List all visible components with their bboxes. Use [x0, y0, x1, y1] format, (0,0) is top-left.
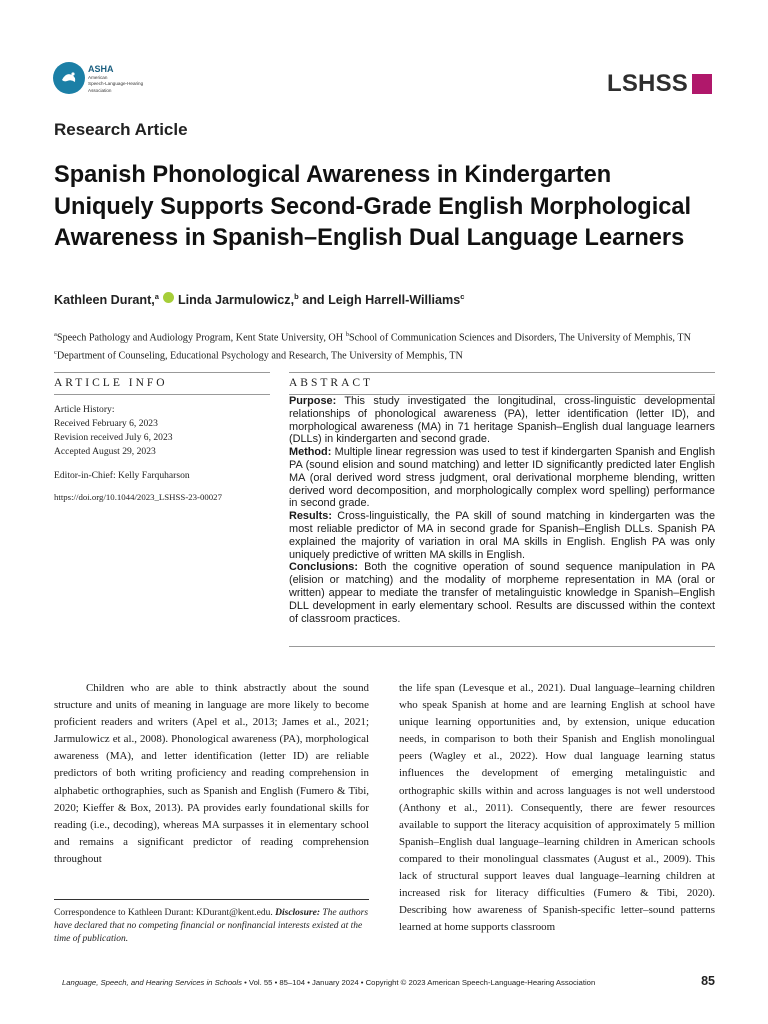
correspondence-note — [54, 907, 369, 947]
footer-sep: • — [274, 978, 278, 987]
author-list — [54, 292, 464, 307]
abstract-text: Multiple linear regression was used to test if kindergarten Spanish and English PA (sound elision and sound matching) and letter ID significantly predicted later English MA (oral derived word stress judgment, oral derivational morpheme blending, written derived word decomposition, and morphologically complex word spelling) performance in second grade. — [289, 446, 715, 510]
orcid-icon[interactable] — [163, 292, 174, 303]
affil-mark: b — [345, 331, 349, 338]
affiliation: School of Communication Sciences and Disorders, The University of Memphis, TN — [348, 332, 691, 344]
journal-abbrev: LSHSS — [606, 70, 688, 97]
disclosure-text: The authors have declared that no competing financial or nonfinancial interests existed at the time of publication. — [54, 908, 369, 945]
abstract-section — [289, 446, 715, 510]
accepted-date: Accepted August 29, 2023 — [54, 446, 156, 457]
affiliation: Department of Counseling, Educational Psychology and Research, The University of Memphis, TN — [56, 350, 463, 362]
disclosure-label: Disclosure: — [275, 908, 320, 918]
author-name: Linda Jarmulowicz, — [177, 293, 295, 308]
logo-sub-line: American — [88, 75, 108, 80]
body-right-column — [399, 680, 715, 936]
footer-pages: 85–104 — [279, 978, 306, 987]
logo-sub-line: Speech-Language-Hearing — [88, 81, 144, 87]
article-info-heading: ARTICLE INFO — [54, 377, 168, 389]
divider — [289, 646, 715, 647]
author-name: and Leigh Harrell-Williams — [302, 293, 461, 308]
footer-copyright: Copyright © 2023 American Speech-Language-Hearing Association — [365, 978, 596, 987]
correspondence-text: Correspondence to Kathleen Durant: KDurant@kent.edu. — [54, 908, 276, 918]
footer-sep: • — [307, 978, 310, 987]
revision-date: Revision received July 6, 2023 — [54, 432, 173, 443]
divider — [54, 394, 270, 395]
journal-square-icon — [692, 74, 712, 94]
footnote-divider — [54, 899, 369, 900]
affil-mark: c — [54, 349, 57, 357]
affil-mark: a — [54, 331, 57, 338]
affiliations — [54, 327, 714, 364]
body-left-column — [54, 680, 369, 868]
editor-in-chief: Editor-in-Chief: Kelly Farquharson — [54, 470, 190, 481]
footer-volume: Vol. 55 — [248, 978, 273, 987]
abstract-section — [289, 395, 715, 446]
logo-sub-line: Association — [88, 87, 112, 93]
page-footer — [62, 978, 595, 987]
abstract-label: Method: — [289, 446, 332, 459]
footer-journal: Language, Speech, and Hearing Services in Schools — [62, 978, 242, 987]
footer-date: January 2024 — [312, 978, 359, 987]
body-paragraph: Children who are able to think abstractly about the sound structure and units of meaning in language are more likely to become proficient readers and writers (Apel et al., 2013; James et al., 2021; Jarmulowicz et al., 2008). Phonological awareness (PA), morphological awareness (MA), and letter identification (letter ID) are reliable predictors of both writing proficiency and reading comprehension in alphabetic orthographies, such as Spanish and English (Fumero & Tibi, 2020; Kieffer & Box, 2013). PA provides early foundational skills for reading (i.e., decoding), whereas MA surpasses it in elementary school and remains a significant predictor of reading comprehension throughout — [54, 682, 369, 865]
article-title: Spanish Phonological Awareness in Kindergarten Uniquely Supports Second-Grade English Morphological Awareness in Spanish–English Dual Language Learners — [54, 162, 692, 251]
asha-logo — [88, 64, 143, 93]
divider — [54, 372, 270, 373]
abstract-section — [289, 561, 715, 625]
divider — [289, 372, 715, 373]
page-number: 85 — [701, 974, 715, 988]
abstract-label: Conclusions: — [289, 561, 358, 574]
article-type: Research Article — [54, 120, 188, 139]
asha-logo-mark — [58, 67, 80, 89]
affiliation: Speech Pathology and Audiology Program, Kent State University, OH — [56, 332, 346, 344]
author-affil-mark: a — [154, 292, 159, 301]
abstract-text: Both the cognitive operation of sound sequence manipulation in PA (elision or matching) and the modality of morpheme representation in MA (oral or written) appear to mediate the transfer of metalinguistic knowledge in Spanish–English DLL development in early elementary school. Results are discussed within the context of classroom practices. — [289, 561, 716, 625]
body-paragraph: the life span (Levesque et al., 2021). Dual language–learning children who speak Spanish at home and are learning English at school have unique learning opportunities and, by extension, unique education needs, in comparison to both their Spanish and English monolingual peers (Wagley et al., 2022). How dual language learning status influences the development of emerging metalinguistic and orthographic skills within and across languages is not well understood (Anthony et al., 2011). Consequently, there are fewer resources available to support the literacy acquisition of approximately 5 million Spanish–English dual language–learning children in American schools compared to their monolingual classmates (August et al., 2009). This lack of structural support leaves dual language–learning children at increased risk for literacy difficulties (Fumero & Tibi, 2020). Describing how awareness of Spanish-specific letter–sound patterns learned at home supports classroom — [399, 682, 715, 934]
doi-link[interactable]: https://doi.org/10.1044/2023_LSHSS-23-00027 — [54, 492, 222, 502]
logo-name: ASHA — [88, 64, 114, 74]
footer-sep: • — [360, 978, 364, 987]
abstract-heading: ABSTRACT — [289, 377, 374, 389]
abstract-label: Results: — [289, 510, 332, 523]
abstract-label: Purpose: — [289, 395, 337, 407]
abstract-text: Cross-linguistically, the PA skill of sound matching in kindergarten was the most reliable predictor of MA in second grade for Spanish–English DLLs. Spanish PA explained the majority of variation in oral MA skills in English. English PA was only uniquely predictive of written MA skills in English. — [289, 510, 716, 561]
footer-sep: • — [244, 978, 247, 987]
abstract-text: This study investigated the longitudinal, cross-linguistic developmental relationships of phonological awareness (PA), letter identification (letter ID), and morphological awareness (MA) in 71 heritage Spanish–English dual language learners (DLLs) in kindergarten and second grade. — [289, 395, 715, 446]
received-date: Received February 6, 2023 — [54, 418, 158, 429]
author-affil-mark: b — [294, 292, 299, 301]
journal-logo — [607, 70, 712, 98]
author-affil-mark: c — [460, 292, 465, 301]
abstract-section — [289, 510, 715, 561]
abstract-body — [289, 395, 715, 625]
author-name: Kathleen Durant, — [54, 293, 155, 308]
asha-logo-icon — [53, 62, 85, 94]
article-history-label: Article History: — [54, 404, 115, 415]
